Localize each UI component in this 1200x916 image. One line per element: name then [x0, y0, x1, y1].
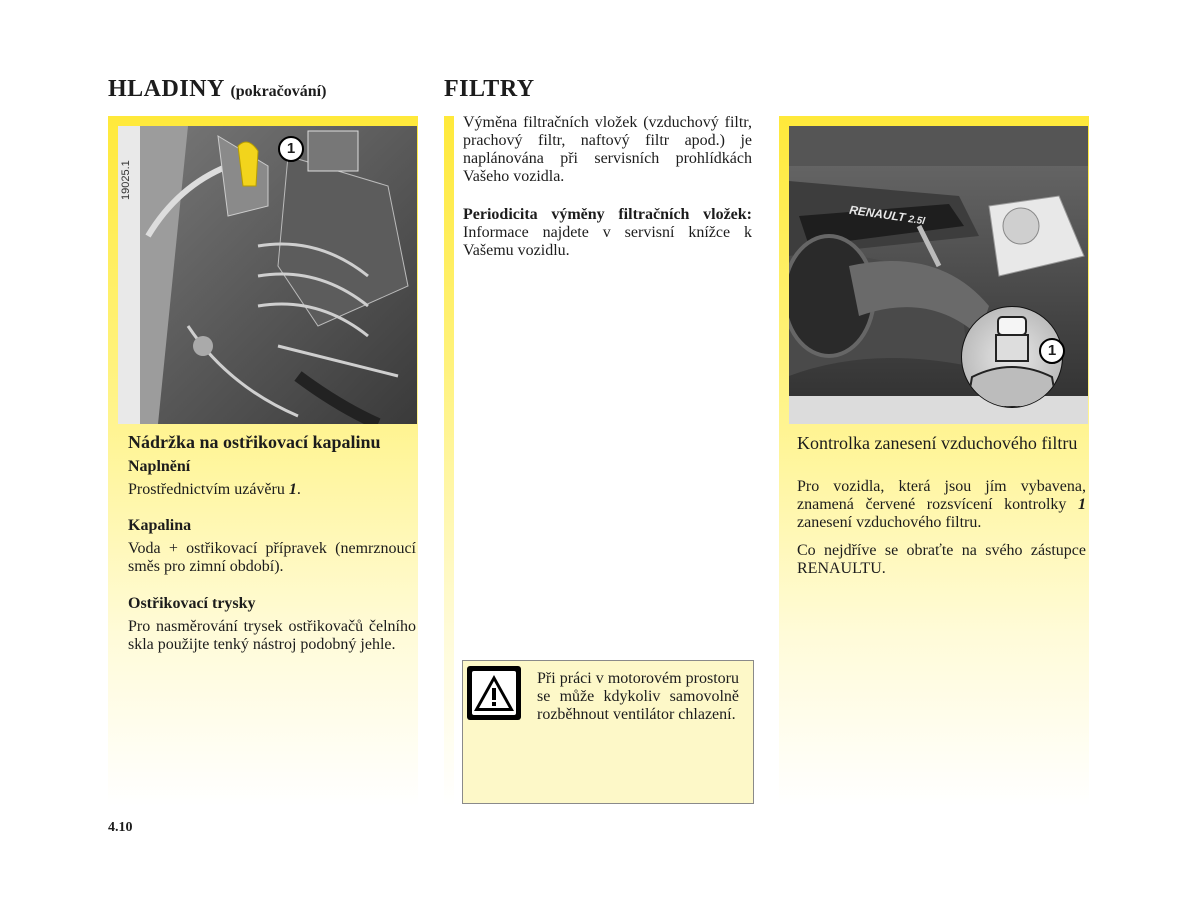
photo-code: 19025.1: [120, 160, 132, 200]
engine-badge: 2.5l: [907, 214, 926, 228]
nozzles-text: Pro nasměrování trysek ostřikovačů čelního skla použijte tenký nástroj podobný jehle.: [128, 618, 416, 653]
indicator-text: [797, 478, 1086, 532]
indicator-title: Kontrolka zanesení vzduchového filtru: [797, 433, 1078, 453]
engine-bay-illustration: [118, 126, 417, 424]
left-heading-title: HLADINY: [108, 76, 224, 102]
fill-text-main: Prostřednictvím uzávěru: [128, 481, 285, 498]
washer-reservoir-photo: [118, 126, 417, 424]
page-number: 4.10: [108, 820, 133, 835]
middle-heading: FILTRY: [444, 76, 535, 102]
left-heading-subtitle: (pokračování): [230, 83, 327, 100]
fill-ref: 1: [288, 481, 297, 498]
middle-yellow-band: [444, 116, 454, 806]
engine-brand-name: RENAULT: [848, 202, 907, 225]
nozzles-title: Ostřikovací trysky: [128, 595, 256, 612]
fluid-text: Voda + ostřikovací přípravek (nemrznoucí směs pro zimní období).: [128, 540, 416, 575]
indicator-ref: 1: [1078, 496, 1086, 513]
period-text: Informace najdete v servisní knížce k Vašemu vozidlu.: [463, 224, 752, 259]
fill-title: Naplnění: [128, 458, 191, 475]
warning-icon: [467, 666, 521, 720]
callout-marker: 1: [278, 136, 304, 162]
left-heading: [108, 76, 326, 103]
warning-box: [462, 660, 754, 804]
filters-period: [463, 206, 752, 260]
fill-text-end: .: [296, 481, 301, 498]
washer-section-title: Nádržka na ostřikovací kapalinu: [128, 432, 381, 452]
fluid-title: Kapalina: [128, 517, 192, 534]
callout-marker: 1: [1039, 338, 1065, 364]
period-label: Periodicita výměny filtračních vložek:: [463, 206, 752, 223]
indicator-text-b: zanesení vzduchového filtru.: [797, 514, 982, 531]
fill-text: [128, 481, 416, 499]
warning-text: Při práci v motorovém prostoru se může kdykoliv samovolně rozběhnout ventilátor chlazení.: [537, 670, 739, 723]
filters-intro: Výměna filtračních vložek (vzduchový filtr, prachový filtr, naftový filtr apod.) je naplánována při servisních prohlídkách Vašeho vozidla.: [463, 114, 752, 185]
air-filter-photo: [789, 126, 1088, 424]
indicator-advice: Co nejdříve se obraťte na svého zástupce RENAULTU.: [797, 542, 1086, 577]
indicator-text-a: Pro vozidla, která jsou jím vybavena, znamená červené rozsvícení kontrolky: [797, 478, 1086, 513]
